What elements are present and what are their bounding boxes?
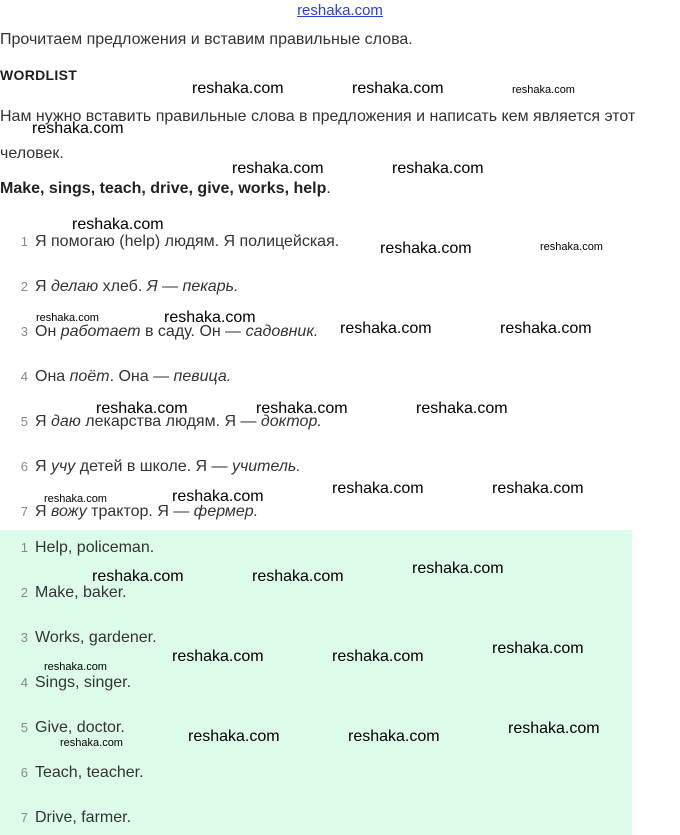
intro-text: Прочитаем предложения и вставим правильные слова. [0, 31, 413, 48]
watermark: reshaka.com [380, 240, 472, 257]
sentence-text: Я [35, 413, 51, 430]
exercise-item [0, 278, 238, 296]
exercise-item [0, 458, 301, 476]
watermark: reshaka.com [192, 80, 284, 97]
watermark: reshaka.com [332, 648, 424, 665]
watermark: reshaka.com [188, 728, 280, 745]
answer-text: Sings, singer. [35, 674, 132, 691]
item-number: 1 [20, 234, 28, 249]
watermark: reshaka.com [392, 160, 484, 177]
sentence-text: Я [35, 503, 51, 520]
watermark: reshaka.com [256, 400, 348, 417]
sentence-text: лекарства людям. Я — [80, 413, 261, 430]
sentence-text: трактор. Я — [86, 503, 194, 520]
word-list-words: Make, sings, teach, drive, give, works, help [0, 180, 327, 197]
item-number: 1 [20, 540, 28, 555]
sentence-text: Я помогаю (help) людям. Я полицейская. [35, 233, 340, 250]
answer-word: поёт [69, 368, 110, 385]
watermark: reshaka.com [60, 737, 123, 749]
watermark: reshaka.com [172, 648, 264, 665]
answer-text: Works, gardener. [35, 629, 157, 646]
watermark: reshaka.com [172, 488, 264, 505]
sentence-text: Я [35, 458, 51, 475]
item-number: 5 [20, 720, 28, 735]
watermark: reshaka.com [72, 216, 164, 233]
answer-word: учитель. [231, 458, 301, 475]
item-number: 2 [20, 585, 28, 600]
answer-item [0, 719, 125, 737]
sentence-text: Он [35, 323, 61, 340]
answer-word: фермер. [193, 503, 259, 520]
sentence-text: Я [35, 278, 51, 295]
task-text: Нам нужно вставить правильные слова в предложения и написать кем является этот человек. [0, 108, 636, 162]
answer-word: учу [51, 458, 76, 475]
item-number: 6 [20, 459, 28, 474]
exercise-item [0, 233, 339, 251]
item-number: 3 [20, 324, 28, 339]
answer-item [0, 539, 154, 557]
answer-word: делаю [51, 278, 99, 295]
item-number: 6 [20, 765, 28, 780]
answer-word: садовник. [245, 323, 319, 340]
watermark: reshaka.com [96, 400, 188, 417]
answer-text: Help, policeman. [35, 539, 155, 556]
watermark: reshaka.com [252, 568, 344, 585]
watermark: reshaka.com [540, 241, 603, 253]
exercise-item [0, 323, 318, 341]
answer-text: Make, baker. [35, 584, 127, 601]
watermark: reshaka.com [348, 728, 440, 745]
watermark: reshaka.com [32, 120, 124, 137]
answer-item [0, 584, 127, 602]
watermark: reshaka.com [500, 320, 592, 337]
watermark: reshaka.com [512, 84, 575, 96]
watermark: reshaka.com [340, 320, 432, 337]
watermark: reshaka.com [492, 640, 584, 657]
sentence-text: . Она — [109, 368, 174, 385]
answer-item [0, 764, 144, 782]
watermark: reshaka.com [36, 312, 99, 324]
answer-text: Teach, teacher. [35, 764, 144, 781]
sentence-text: в саду. Он — [140, 323, 246, 340]
watermark: reshaka.com [44, 661, 107, 673]
watermark: reshaka.com [164, 309, 256, 326]
sentence-text: детей в школе. Я — [75, 458, 232, 475]
item-number: 5 [20, 414, 28, 429]
watermark: reshaka.com [492, 480, 584, 497]
watermark: reshaka.com [332, 480, 424, 497]
answer-text: Give, doctor. [35, 719, 125, 736]
answer-item [0, 809, 131, 827]
item-number: 7 [20, 810, 28, 825]
word-list-period: . [326, 180, 331, 197]
answer-text: Drive, farmer. [35, 809, 132, 826]
watermark: reshaka.com [232, 160, 324, 177]
watermark: reshaka.com [416, 400, 508, 417]
watermark: reshaka.com [44, 493, 107, 505]
answer-word: даю [51, 413, 81, 430]
watermark: reshaka.com [352, 80, 444, 97]
wordlist-heading: WORDLIST [0, 67, 78, 83]
answer-item [0, 629, 157, 647]
answer-word: работает [60, 323, 141, 340]
item-number: 3 [20, 630, 28, 645]
item-number: 4 [20, 369, 28, 384]
sentence-text: Она [35, 368, 70, 385]
watermark: reshaka.com [412, 560, 504, 577]
site-link[interactable]: reshaka.com [297, 2, 383, 19]
item-number: 4 [20, 675, 28, 690]
answer-word: вожу [51, 503, 87, 520]
item-number: 2 [20, 279, 28, 294]
item-number: 7 [20, 504, 28, 519]
word-list [0, 180, 331, 198]
exercise-item [0, 368, 231, 386]
answer-word: Я — пекарь. [146, 278, 239, 295]
answer-word: доктор. [260, 413, 322, 430]
watermark: reshaka.com [92, 568, 184, 585]
answer-word: певица. [173, 368, 232, 385]
sentence-text: хлеб. [98, 278, 147, 295]
answer-item [0, 674, 131, 692]
watermark: reshaka.com [508, 720, 600, 737]
